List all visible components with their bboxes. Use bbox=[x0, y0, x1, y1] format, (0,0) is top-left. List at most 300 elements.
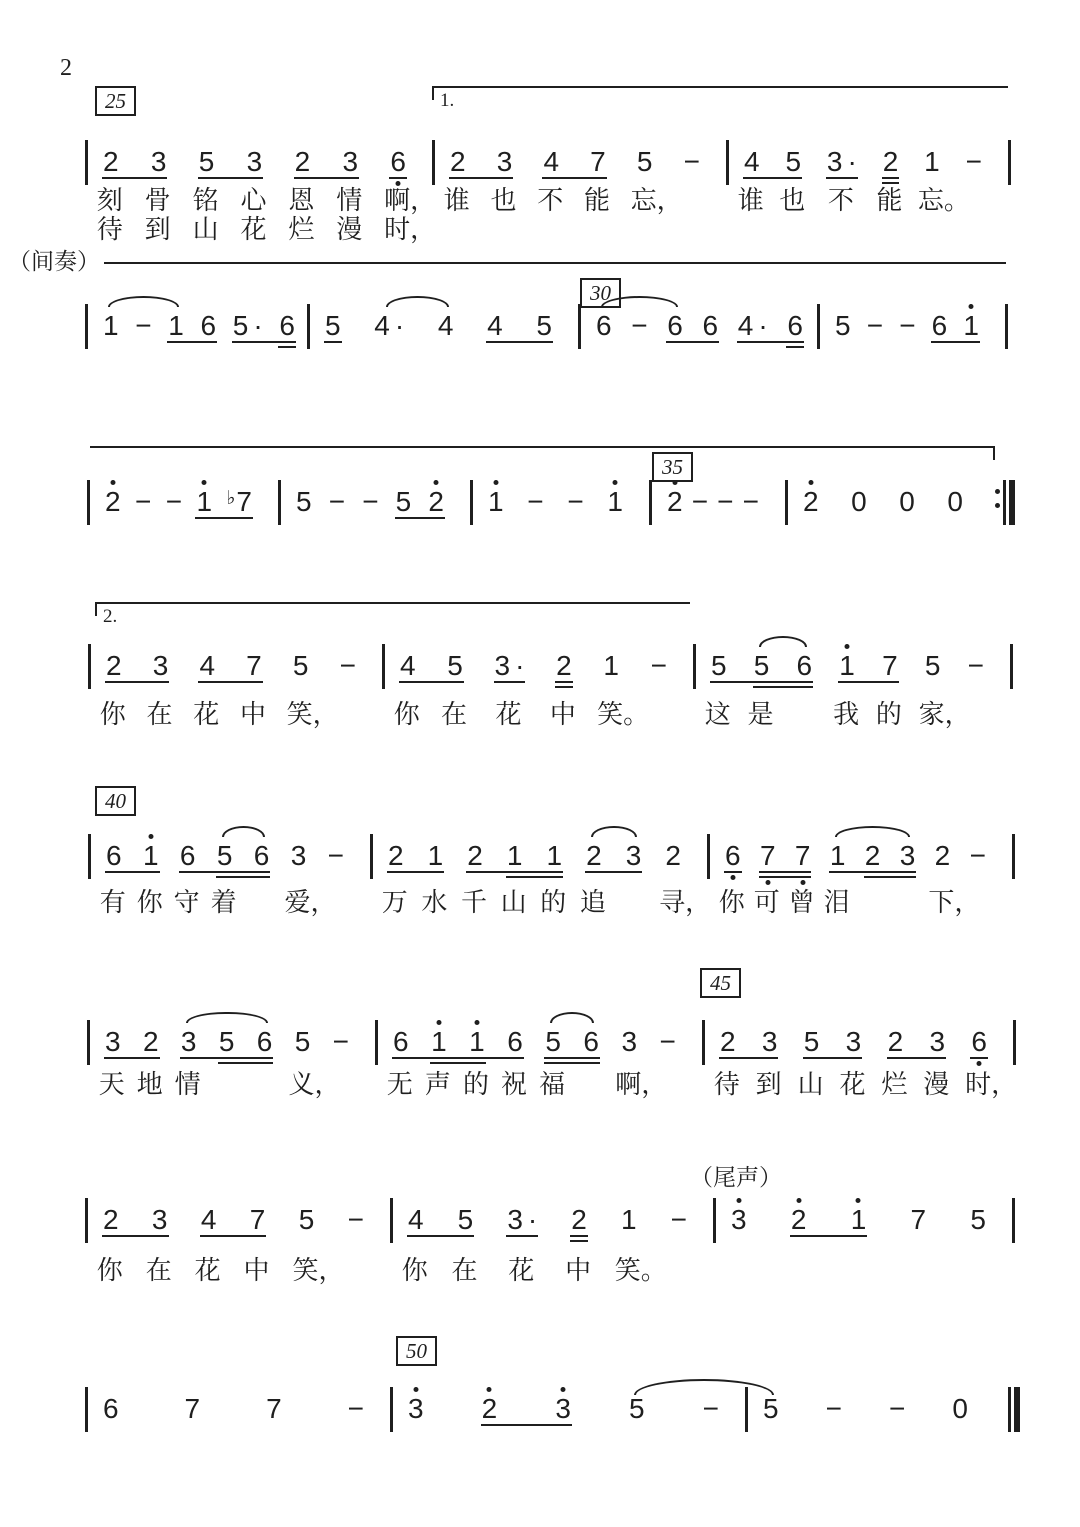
lyric-syllable: 情 bbox=[174, 1070, 201, 1099]
lyric-syllable: 你 bbox=[99, 700, 126, 729]
note bbox=[720, 1028, 736, 1055]
lyric-syllable: 花 bbox=[194, 1256, 221, 1285]
note bbox=[738, 312, 768, 339]
note-digit: 1 bbox=[142, 840, 159, 871]
note-digit: 4 bbox=[374, 310, 390, 341]
note-digit: 3 bbox=[621, 1026, 638, 1057]
note-digit: 5 bbox=[711, 650, 727, 681]
note-digit: 5 bbox=[292, 650, 309, 681]
note-digit: 5 bbox=[785, 146, 802, 177]
lyric-syllable: 刻 bbox=[96, 186, 123, 215]
page-number: 2 bbox=[60, 55, 72, 81]
note-digit: 5 bbox=[628, 1393, 645, 1424]
beam-underline bbox=[195, 517, 253, 519]
beam-underline bbox=[389, 177, 407, 179]
note bbox=[947, 488, 963, 515]
note-digit: 0 bbox=[851, 486, 867, 517]
note-digit: 4 bbox=[737, 310, 754, 341]
note bbox=[963, 312, 979, 339]
beam-underline bbox=[102, 1235, 169, 1237]
note-digit: 5 bbox=[296, 486, 312, 517]
note-digit: 2 bbox=[790, 1204, 807, 1235]
note bbox=[135, 488, 151, 515]
slur-arc bbox=[186, 1012, 268, 1023]
note-digit: 2 bbox=[481, 1393, 498, 1424]
note-digit: 6 bbox=[971, 1026, 987, 1057]
note bbox=[671, 1206, 687, 1233]
lyric-syllable: 中 bbox=[243, 1256, 270, 1285]
beam-underline bbox=[970, 1057, 988, 1059]
note bbox=[266, 1395, 282, 1422]
note-digit: 6 bbox=[596, 310, 612, 341]
note bbox=[201, 312, 217, 339]
lyric-syllable: 山 bbox=[797, 1070, 824, 1099]
note bbox=[846, 1028, 862, 1055]
lyric-syllable: 铭 bbox=[192, 186, 219, 215]
measure bbox=[85, 1206, 390, 1233]
note-digit: 3 bbox=[845, 1026, 862, 1057]
measure bbox=[432, 148, 726, 175]
note-digit: 1 bbox=[839, 650, 855, 681]
note-digit: − bbox=[527, 486, 544, 517]
lyric-syllable: 时， bbox=[384, 215, 437, 244]
measure bbox=[578, 312, 817, 339]
note-digit: 7 bbox=[236, 486, 252, 517]
lyric-syllable: 中 bbox=[239, 700, 266, 729]
measure bbox=[85, 148, 432, 175]
barline bbox=[1005, 304, 1008, 349]
note bbox=[867, 312, 883, 339]
note bbox=[932, 312, 948, 339]
lyric-syllable: 声 bbox=[424, 1070, 451, 1099]
octave-dot-high bbox=[969, 304, 974, 309]
note-digit: − bbox=[631, 310, 648, 341]
slur-arc bbox=[835, 826, 911, 837]
beam-underline bbox=[104, 1057, 160, 1059]
lyric-syllable: 能 bbox=[876, 186, 903, 215]
note-digit: 3 bbox=[494, 650, 511, 681]
slur-arc bbox=[222, 826, 265, 837]
note bbox=[851, 488, 867, 515]
lyric-syllable: 地 bbox=[136, 1070, 163, 1099]
lyric-syllable: 寻， bbox=[659, 888, 712, 917]
note bbox=[763, 1395, 779, 1422]
note bbox=[547, 842, 563, 869]
measure bbox=[470, 488, 649, 515]
lyric-syllable: 也 bbox=[490, 186, 517, 215]
note-digit: 1 bbox=[427, 840, 444, 871]
volta-1-close-bracket bbox=[90, 446, 995, 448]
lyric-syllable: 无 bbox=[386, 1070, 413, 1099]
note-digit: 6 bbox=[253, 840, 270, 871]
note bbox=[447, 652, 463, 679]
note bbox=[226, 488, 252, 515]
note-digit: − bbox=[670, 1204, 687, 1235]
note bbox=[900, 842, 916, 869]
note-digit: 5 bbox=[395, 486, 412, 517]
note bbox=[181, 1028, 197, 1055]
note-digit: 3 bbox=[899, 840, 916, 871]
beam-underline bbox=[931, 341, 980, 343]
measure bbox=[745, 1395, 1008, 1422]
note-digit: 1 bbox=[603, 650, 619, 681]
note bbox=[827, 148, 857, 175]
note-digit: 2 bbox=[142, 1026, 159, 1057]
note-digit: − bbox=[362, 486, 379, 517]
note bbox=[952, 1395, 968, 1422]
note-digit: 7 bbox=[794, 840, 811, 871]
note bbox=[911, 1206, 927, 1233]
measure bbox=[785, 488, 1007, 515]
note-digit: 1 bbox=[196, 486, 213, 517]
note-digit: − bbox=[135, 310, 152, 341]
note-digit: 1 bbox=[469, 1026, 485, 1057]
note bbox=[586, 842, 602, 869]
note-digit: 2 bbox=[934, 840, 951, 871]
lyric-syllable: 漫 bbox=[923, 1070, 950, 1099]
note-digit: 3 bbox=[342, 146, 359, 177]
note bbox=[467, 842, 483, 869]
slur-arc bbox=[386, 296, 448, 307]
octave-dot-high bbox=[493, 480, 498, 485]
note-digit: − bbox=[969, 840, 986, 871]
volta-2-bracket bbox=[95, 602, 690, 604]
note-digit: 1 bbox=[850, 1204, 867, 1235]
lyric-syllable: 啊， bbox=[615, 1070, 668, 1099]
note bbox=[607, 488, 623, 515]
note-digit: 3 bbox=[105, 1026, 121, 1057]
note bbox=[711, 652, 727, 679]
note bbox=[889, 1395, 905, 1422]
note bbox=[785, 148, 801, 175]
note-digit: 1 bbox=[829, 840, 846, 871]
note-digit: 3 bbox=[290, 840, 307, 871]
note-digit: 2 bbox=[106, 650, 122, 681]
slur-arc bbox=[634, 1379, 774, 1395]
note-digit: 5 bbox=[447, 650, 463, 681]
note-digit: 2 bbox=[887, 1026, 904, 1057]
note-digit: 4 bbox=[400, 650, 416, 681]
beam-underline bbox=[544, 1057, 600, 1059]
beam-underline-16th bbox=[278, 346, 296, 348]
measure bbox=[88, 652, 382, 679]
beam-underline bbox=[826, 177, 858, 179]
note bbox=[692, 488, 708, 515]
lyric-syllable: 能 bbox=[583, 186, 610, 215]
note-digit: 1 bbox=[924, 146, 940, 177]
note bbox=[667, 488, 683, 515]
note bbox=[103, 312, 119, 339]
measure bbox=[375, 1028, 702, 1055]
note-digit: 0 bbox=[947, 486, 963, 517]
volta-label: 2. bbox=[103, 606, 118, 627]
note bbox=[899, 488, 915, 515]
note bbox=[703, 1395, 719, 1422]
note bbox=[143, 1028, 159, 1055]
lyric-syllable: 在 bbox=[451, 1256, 478, 1285]
note-digit: 7 bbox=[266, 1393, 282, 1424]
note-digit: 6 bbox=[787, 310, 803, 341]
lyric-syllable: 曾 bbox=[788, 888, 815, 917]
measure-number-box: 35 bbox=[652, 452, 693, 482]
note-digit: 3 bbox=[408, 1393, 424, 1424]
beam-underline-16th bbox=[759, 876, 812, 878]
note bbox=[458, 1206, 474, 1233]
note-digit: 6 bbox=[390, 146, 406, 177]
note bbox=[362, 488, 378, 515]
note bbox=[556, 652, 572, 679]
note bbox=[797, 652, 813, 679]
lyric-syllable: 在 bbox=[441, 700, 468, 729]
note bbox=[899, 312, 915, 339]
lyric-syllable: 恩 bbox=[288, 186, 315, 215]
note-digit: 3 bbox=[152, 650, 169, 681]
note bbox=[495, 652, 525, 679]
note bbox=[795, 842, 811, 869]
note-digit: 6 bbox=[256, 1026, 273, 1057]
augmentation-dot: · bbox=[394, 310, 405, 341]
beam-underline bbox=[387, 871, 444, 873]
note-digit: − bbox=[683, 146, 700, 177]
note bbox=[106, 652, 122, 679]
lyric-syllable: 这 bbox=[704, 700, 731, 729]
note-digit: 4 bbox=[199, 650, 216, 681]
note bbox=[830, 842, 846, 869]
note bbox=[803, 488, 819, 515]
octave-dot-low bbox=[977, 1061, 982, 1066]
lyric-syllable: 心 bbox=[240, 186, 267, 215]
lyric-syllable: 花 bbox=[508, 1256, 535, 1285]
note bbox=[143, 842, 159, 869]
note bbox=[621, 1206, 637, 1233]
note-digit: 7 bbox=[246, 650, 262, 681]
note-digit: 5 bbox=[325, 310, 341, 341]
note bbox=[374, 312, 404, 339]
note-digit: 1 bbox=[506, 840, 523, 871]
lyric-syllable: 水 bbox=[421, 888, 448, 917]
note-digit: 2 bbox=[803, 486, 819, 517]
beam-underline bbox=[666, 341, 719, 343]
note-digit: 6 bbox=[393, 1026, 409, 1057]
note-digit: − bbox=[967, 650, 984, 681]
note-digit: 7 bbox=[184, 1393, 201, 1424]
lyric-syllable: 着 bbox=[210, 888, 237, 917]
note bbox=[152, 1206, 168, 1233]
note-digit: 6 bbox=[507, 1026, 523, 1057]
volta-tick bbox=[993, 446, 995, 460]
barline bbox=[1013, 1020, 1016, 1065]
note-digit: 5 bbox=[924, 650, 941, 681]
lyric-syllable: 谁 bbox=[443, 186, 470, 215]
measure bbox=[307, 312, 578, 339]
slur-arc bbox=[591, 826, 637, 837]
beam-underline bbox=[324, 341, 342, 343]
note bbox=[487, 312, 503, 339]
note-digit: 7 bbox=[249, 1204, 266, 1235]
beam-underline-16th bbox=[786, 346, 804, 348]
note-digit: 2 bbox=[571, 1204, 587, 1235]
lyric-syllable: 千 bbox=[461, 888, 488, 917]
measure-number-box: 40 bbox=[95, 786, 136, 816]
note-digit: 0 bbox=[899, 486, 915, 517]
beam-underline bbox=[803, 1057, 862, 1059]
beam-underline bbox=[180, 1057, 273, 1059]
note bbox=[185, 1395, 201, 1422]
octave-dot-high bbox=[110, 480, 115, 485]
note-digit: 7 bbox=[882, 650, 898, 681]
lyric-syllable: 漫 bbox=[336, 215, 363, 244]
beam-underline bbox=[399, 681, 464, 683]
note bbox=[250, 1206, 266, 1233]
note bbox=[488, 488, 504, 515]
note-digit: 5 bbox=[545, 1026, 561, 1057]
beam-underline bbox=[710, 681, 813, 683]
note-digit: − bbox=[347, 1393, 364, 1424]
lyric-syllable: 烂 bbox=[288, 215, 315, 244]
note bbox=[103, 148, 119, 175]
lyric-syllable: 的 bbox=[540, 888, 567, 917]
beam-underline bbox=[555, 681, 573, 683]
octave-dot-high bbox=[736, 1198, 741, 1203]
lyric-syllable: 中 bbox=[549, 700, 576, 729]
barline bbox=[1012, 1198, 1015, 1243]
slur-arc bbox=[759, 636, 808, 647]
measure bbox=[713, 1206, 1012, 1233]
note bbox=[342, 148, 358, 175]
note-digit: − bbox=[825, 1393, 842, 1424]
note bbox=[400, 652, 416, 679]
note-digit: − bbox=[965, 146, 982, 177]
note bbox=[340, 652, 356, 679]
note-digit: 5 bbox=[970, 1204, 986, 1235]
note bbox=[168, 312, 184, 339]
lyric-syllable: 花 bbox=[839, 1070, 866, 1099]
note-digit: 5 bbox=[216, 840, 233, 871]
beam-underline bbox=[232, 341, 296, 343]
lyric-syllable: 也 bbox=[779, 186, 806, 215]
barline bbox=[1008, 1387, 1011, 1432]
beam-underline bbox=[494, 681, 526, 683]
beam-underline bbox=[838, 681, 898, 683]
note-digit: 3 bbox=[150, 146, 167, 177]
note-digit: 5 bbox=[294, 1026, 311, 1057]
note bbox=[839, 652, 855, 679]
beam-underline bbox=[585, 871, 642, 873]
note bbox=[390, 148, 406, 175]
lyric-syllable: 待 bbox=[96, 215, 123, 244]
note bbox=[835, 312, 851, 339]
barline bbox=[1009, 480, 1015, 525]
beam-underline bbox=[882, 177, 900, 179]
octave-dot-high bbox=[487, 1387, 492, 1392]
lyric-syllable: 家， bbox=[918, 700, 971, 729]
note-digit: 1 bbox=[103, 310, 119, 341]
beam-underline bbox=[759, 871, 812, 873]
lyric-syllable: 山 bbox=[192, 215, 219, 244]
slur-arc bbox=[108, 296, 179, 307]
note bbox=[631, 312, 647, 339]
note-digit: 1 bbox=[963, 310, 979, 341]
note-digit: 6 bbox=[200, 310, 217, 341]
note-digit: 2 bbox=[103, 146, 119, 177]
octave-dot-high bbox=[474, 1020, 479, 1025]
octave-dot-high bbox=[808, 480, 813, 485]
note-digit: 6 bbox=[279, 310, 295, 341]
lyric-syllable: 谁 bbox=[737, 186, 764, 215]
measure-number-box: 45 bbox=[700, 968, 741, 998]
note-digit: 4 bbox=[437, 310, 454, 341]
lyric-syllable: 你 bbox=[96, 1256, 123, 1285]
note-digit: 2 bbox=[667, 486, 683, 517]
note-digit: 3 bbox=[246, 146, 263, 177]
note-digit: − bbox=[889, 1393, 906, 1424]
note-digit: 4 bbox=[543, 146, 560, 177]
note bbox=[428, 842, 444, 869]
note-digit: 5 bbox=[753, 650, 770, 681]
note bbox=[507, 842, 523, 869]
note bbox=[603, 652, 619, 679]
note bbox=[882, 652, 898, 679]
note-digit: − bbox=[327, 840, 344, 871]
note bbox=[469, 1028, 485, 1055]
barline bbox=[1012, 834, 1015, 879]
note bbox=[247, 148, 263, 175]
note bbox=[329, 488, 345, 515]
note bbox=[590, 148, 606, 175]
measure-number-box: 50 bbox=[396, 1336, 437, 1366]
note bbox=[527, 488, 543, 515]
beam-underline-16th bbox=[570, 1240, 588, 1242]
note-digit: 3 bbox=[555, 1393, 571, 1424]
augmentation-dot: · bbox=[253, 310, 263, 341]
octave-dot-high bbox=[413, 1387, 418, 1392]
barline bbox=[1014, 1387, 1020, 1432]
note bbox=[826, 1395, 842, 1422]
lyric-syllable: 忘， bbox=[630, 186, 683, 215]
lyric-syllable: 待 bbox=[713, 1070, 740, 1099]
note-digit: 2 bbox=[665, 840, 681, 871]
note-digit: 5 bbox=[198, 146, 215, 177]
note-digit: 2 bbox=[388, 840, 404, 871]
flat-sign: ♭ bbox=[226, 488, 236, 509]
note bbox=[935, 842, 951, 869]
lyric-syllable: 不 bbox=[537, 186, 564, 215]
note-digit: 2 bbox=[450, 146, 466, 177]
note bbox=[665, 842, 681, 869]
note-digit: 1 bbox=[546, 840, 563, 871]
note bbox=[450, 148, 466, 175]
note bbox=[684, 148, 700, 175]
note-digit: 2 bbox=[294, 146, 311, 177]
octave-dot-high bbox=[613, 480, 618, 485]
beam-underline bbox=[102, 177, 167, 179]
interlude-label: （间奏） bbox=[8, 249, 100, 274]
beam-underline bbox=[294, 177, 359, 179]
note bbox=[929, 1028, 945, 1055]
note bbox=[925, 652, 941, 679]
note-digit: 6 bbox=[725, 840, 741, 871]
beam-underline bbox=[200, 1235, 267, 1237]
note bbox=[246, 652, 262, 679]
beam-underline bbox=[506, 1235, 538, 1237]
lyric-syllable: 你 bbox=[718, 888, 745, 917]
note bbox=[257, 1028, 273, 1055]
note-digit: 5 bbox=[763, 1393, 779, 1424]
lyric-syllable: 山 bbox=[500, 888, 527, 917]
note bbox=[970, 1206, 986, 1233]
note-digit: 3 bbox=[496, 146, 513, 177]
measure bbox=[702, 1028, 1013, 1055]
